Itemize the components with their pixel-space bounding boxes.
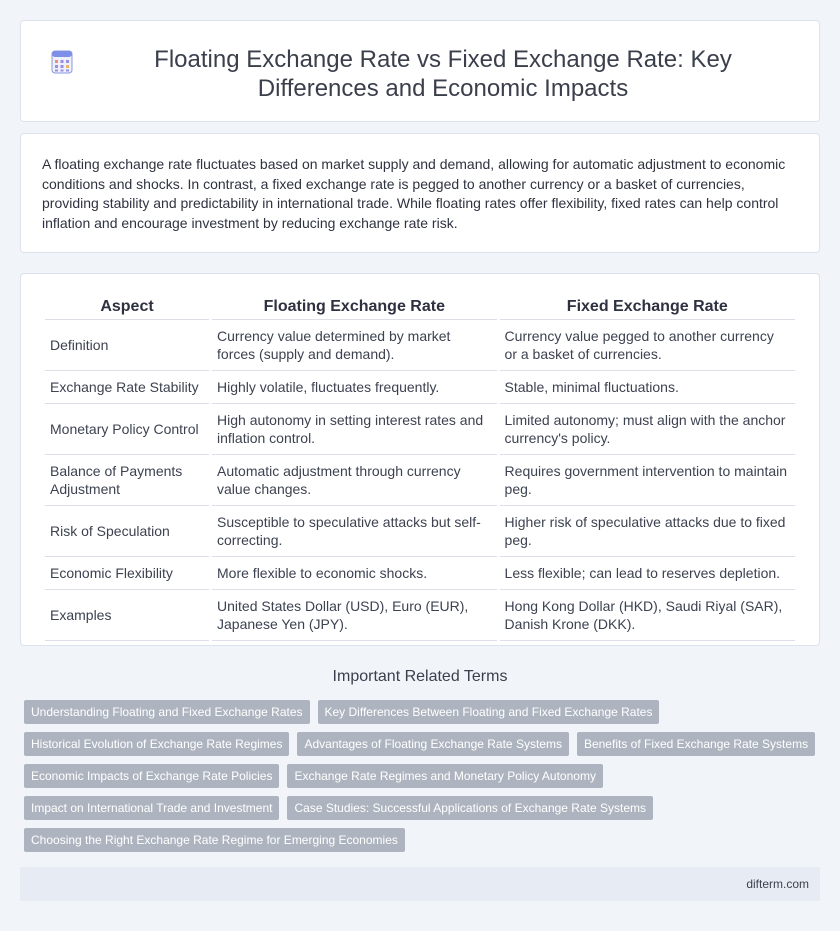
floating-cell: Highly volatile, fluctuates frequently.: [212, 371, 497, 404]
aspect-cell: Balance of Payments Adjustment: [45, 455, 209, 506]
fixed-cell: Currency value pegged to another currency or a basket of currencies.: [500, 320, 795, 371]
table-row: [45, 455, 795, 506]
table-row: [45, 506, 795, 557]
aspect-cell: Definition: [45, 320, 209, 371]
intro-card: [20, 133, 820, 253]
table-row: [45, 371, 795, 404]
fixed-cell: Less flexible; can lead to reserves depletion.: [500, 557, 795, 590]
related-term-link[interactable]: Economic Impacts of Exchange Rate Policies: [24, 764, 279, 788]
floating-cell: Susceptible to speculative attacks but self-correcting.: [212, 506, 497, 557]
fixed-cell: Hong Kong Dollar (HKD), Saudi Riyal (SAR), Danish Krone (DKK).: [500, 590, 795, 641]
related-term-link[interactable]: Case Studies: Successful Applications of Exchange Rate Systems: [287, 796, 653, 820]
related-term-link[interactable]: Key Differences Between Floating and Fixed Exchange Rates: [318, 700, 660, 724]
footer-site-link[interactable]: difterm.com: [746, 877, 809, 891]
fixed-cell: Limited autonomy; must align with the anchor currency's policy.: [500, 404, 795, 455]
related-term-link[interactable]: Impact on International Trade and Investment: [24, 796, 279, 820]
floating-cell: Automatic adjustment through currency value changes.: [212, 455, 497, 506]
fixed-cell: Higher risk of speculative attacks due to fixed peg.: [500, 506, 795, 557]
aspect-cell: Risk of Speculation: [45, 506, 209, 557]
table-row: [45, 320, 795, 371]
related-term-link[interactable]: Understanding Floating and Fixed Exchange Rates: [24, 700, 310, 724]
table-header-row: [45, 296, 795, 320]
related-term-link[interactable]: Advantages of Floating Exchange Rate Systems: [297, 732, 568, 756]
floating-cell: More flexible to economic shocks.: [212, 557, 497, 590]
fixed-cell: Requires government intervention to maintain peg.: [500, 455, 795, 506]
related-term-link[interactable]: Historical Evolution of Exchange Rate Regimes: [24, 732, 289, 756]
fixed-cell: Stable, minimal fluctuations.: [500, 371, 795, 404]
comparison-card: [20, 273, 820, 646]
table-row: [45, 404, 795, 455]
related-term-link[interactable]: Choosing the Right Exchange Rate Regime for Emerging Economies: [24, 828, 405, 852]
table-row: [45, 590, 795, 641]
header-aspect: Aspect: [45, 296, 209, 320]
aspect-cell: Examples: [45, 590, 209, 641]
comparison-table: [42, 296, 798, 641]
related-term-link[interactable]: Exchange Rate Regimes and Monetary Policy Autonomy: [287, 764, 603, 788]
header-floating: Floating Exchange Rate: [212, 296, 497, 320]
related-terms-title: Important Related Terms: [332, 668, 508, 685]
header-fixed: Fixed Exchange Rate: [500, 296, 795, 320]
aspect-cell: Exchange Rate Stability: [45, 371, 209, 404]
floating-cell: United States Dollar (USD), Euro (EUR), Japanese Yen (JPY).: [212, 590, 497, 641]
floating-cell: Currency value determined by market forces (supply and demand).: [212, 320, 497, 371]
related-term-link[interactable]: Benefits of Fixed Exchange Rate Systems: [577, 732, 815, 756]
page-title: Floating Exchange Rate vs Fixed Exchange Rate: Key Differences and Economic Impacts: [154, 46, 732, 102]
aspect-cell: Monetary Policy Control: [45, 404, 209, 455]
floating-cell: High autonomy in setting interest rates and inflation control.: [212, 404, 497, 455]
calculator-icon: [51, 50, 73, 74]
intro-paragraph: A floating exchange rate fluctuates based on market supply and demand, allowing for automatic adjustment to economic conditions and shocks. In contrast, a fixed exchange rate is pegged to another currency or a basket of currencies, providing stability and predictability in international trade. While floating rates offer flexibility, fixed rates can help control inflation and encourage investment by reducing exchange rate risk.: [42, 156, 786, 231]
aspect-cell: Economic Flexibility: [45, 557, 209, 590]
footer: [20, 867, 820, 901]
related-terms-list: [24, 700, 824, 860]
table-row: [45, 557, 795, 590]
header-card: [20, 20, 820, 122]
